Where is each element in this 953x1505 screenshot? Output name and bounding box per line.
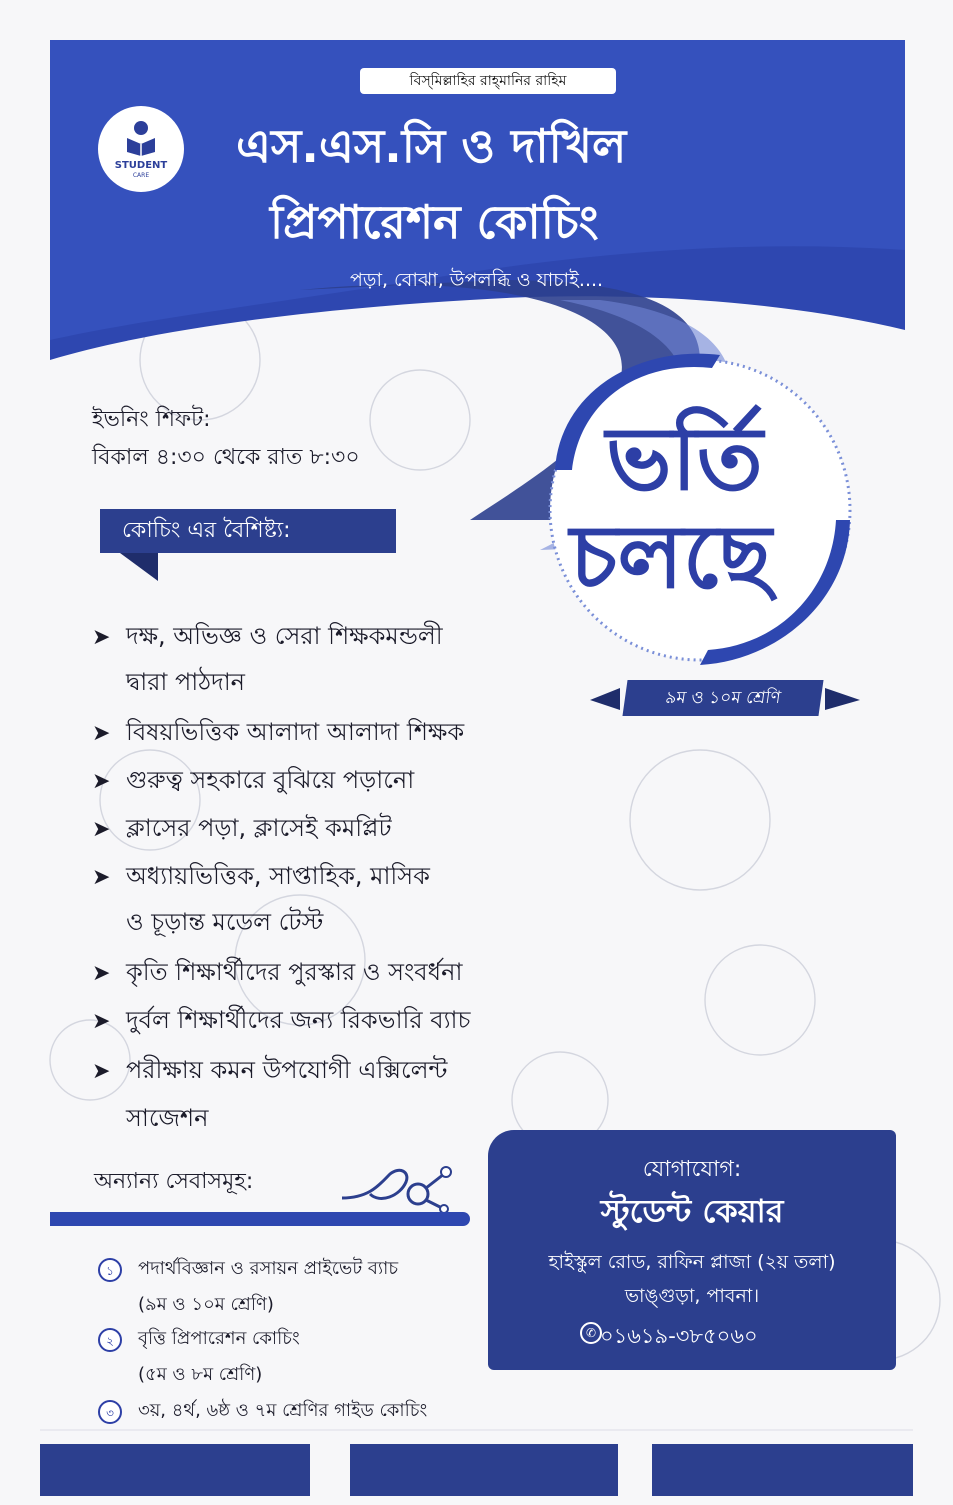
student-care-logo	[98, 106, 184, 192]
scissors-ornament-icon	[340, 1164, 460, 1214]
feature-continuation: ও চূড়ান্ত মডেল টেস্ট	[126, 908, 324, 936]
services-heading: অন্যান্য সেবাসমূহ:	[94, 1169, 254, 1194]
service-text: পদার্থবিজ্ঞান ও রসায়ন প্রাইভেট ব্যাচ	[138, 1258, 399, 1279]
contact-name: স্টুডেন্ট কেয়ার	[600, 1192, 784, 1230]
feature-text: বিষয়ভিত্তিক আলাদা আলাদা শিক্ষক	[126, 718, 465, 746]
feature-text: অধ্যায়ভিত্তিক, সাপ্তাহিক, মাসিক	[126, 862, 430, 890]
shift-time: বিকাল ৪:৩০ থেকে রাত ৮:৩০	[92, 445, 360, 470]
feature-item	[92, 1002, 470, 1042]
arrow-bullet-icon: ➤	[92, 769, 111, 794]
feature-text: ক্লাসের পড়া, ক্লাসেই কমপ্লিট	[126, 814, 392, 842]
feature-text: পরীক্ষায় কমন উপযোগী এক্সিলেন্ট	[126, 1056, 448, 1084]
book-logo-icon	[124, 118, 158, 156]
feature-item	[92, 618, 443, 658]
contact-label: যোগাযোগ:	[642, 1157, 742, 1182]
footer-band-right	[652, 1444, 913, 1496]
service-number: ১	[98, 1258, 122, 1282]
service-subtext: (৫ম ও ৮ম শ্রেণি)	[138, 1364, 263, 1385]
feature-text: দুর্বল শিক্ষার্থীদের জন্য রিকভারি ব্যাচ	[126, 1006, 471, 1034]
shift-label: ইভনিং শিফট:	[92, 407, 211, 432]
arrow-bullet-icon: ➤	[92, 721, 111, 746]
arrow-bullet-icon: ➤	[92, 625, 111, 650]
contact-address: হাইস্কুল রোড, রাফিন প্লাজা (২য় তলা)	[548, 1251, 836, 1273]
feature-item	[92, 1052, 447, 1092]
admission-line-1: ভর্তি	[606, 407, 763, 510]
feature-item	[92, 762, 414, 802]
title-line-1: এস.এস.সি ও দাখিল	[236, 119, 627, 173]
title-line-2: প্রিপারেশন কোচিং	[270, 195, 599, 249]
contact-area: ভাঙ্গুড়া, পাবনা।	[624, 1285, 760, 1307]
services-divider	[50, 1212, 470, 1226]
arrow-bullet-icon: ➤	[92, 961, 111, 986]
service-number: ২	[98, 1328, 122, 1352]
service-subtext: (৯ম ও ১০ম শ্রেণি)	[138, 1294, 274, 1315]
features-heading: কোচিং এর বৈশিষ্ট্য:	[100, 509, 396, 553]
footer-band-left	[40, 1444, 310, 1496]
service-text: ৩য়, ৪র্থ, ৬ষ্ঠ ও ৭ম শ্রেণির গাইড কোচিং	[138, 1400, 428, 1421]
service-text: বৃত্তি প্রিপারেশন কোচিং	[138, 1328, 300, 1349]
bismillah-banner: বিস্‌মিল্লাহির রাহ্‌মানির রাহিম	[360, 68, 616, 94]
logo-subtext: CARE	[132, 172, 150, 179]
arrow-bullet-icon: ➤	[92, 817, 111, 842]
footer-band-center	[350, 1444, 618, 1496]
logo-text: STUDENT	[114, 160, 168, 171]
feature-item	[92, 858, 430, 898]
ribbon-fold	[120, 553, 158, 581]
feature-item	[92, 714, 464, 754]
feature-continuation: দ্বারা পাঠদান	[126, 668, 245, 696]
admission-line-2: চলছে	[570, 505, 772, 608]
feature-item	[92, 954, 462, 994]
feature-text: গুরুত্ব সহকারে বুঝিয়ে পড়ানো	[126, 766, 415, 794]
phone-icon: ✆	[580, 1322, 602, 1344]
tagline: পড়া, বোঝা, উপলব্ধি ও যাচাই....	[350, 269, 604, 291]
arrow-bullet-icon: ➤	[92, 1009, 111, 1034]
arrow-bullet-icon: ➤	[92, 1059, 111, 1084]
contact-phone[interactable]: ০১৬১৯-৩৮৫০৬০	[600, 1324, 758, 1348]
feature-text: কৃতি শিক্ষার্থীদের পুরস্কার ও সংবর্ধনা	[126, 958, 463, 986]
feature-item	[92, 810, 392, 850]
feature-continuation: সাজেশন	[126, 1104, 209, 1132]
class-badge: ৯ম ও ১০ম শ্রেণি	[622, 680, 823, 716]
arrow-bullet-icon: ➤	[92, 865, 111, 890]
feature-text: দক্ষ, অভিজ্ঞ ও সেরা শিক্ষকমন্ডলী	[126, 622, 443, 650]
service-number: ৩	[98, 1400, 122, 1424]
